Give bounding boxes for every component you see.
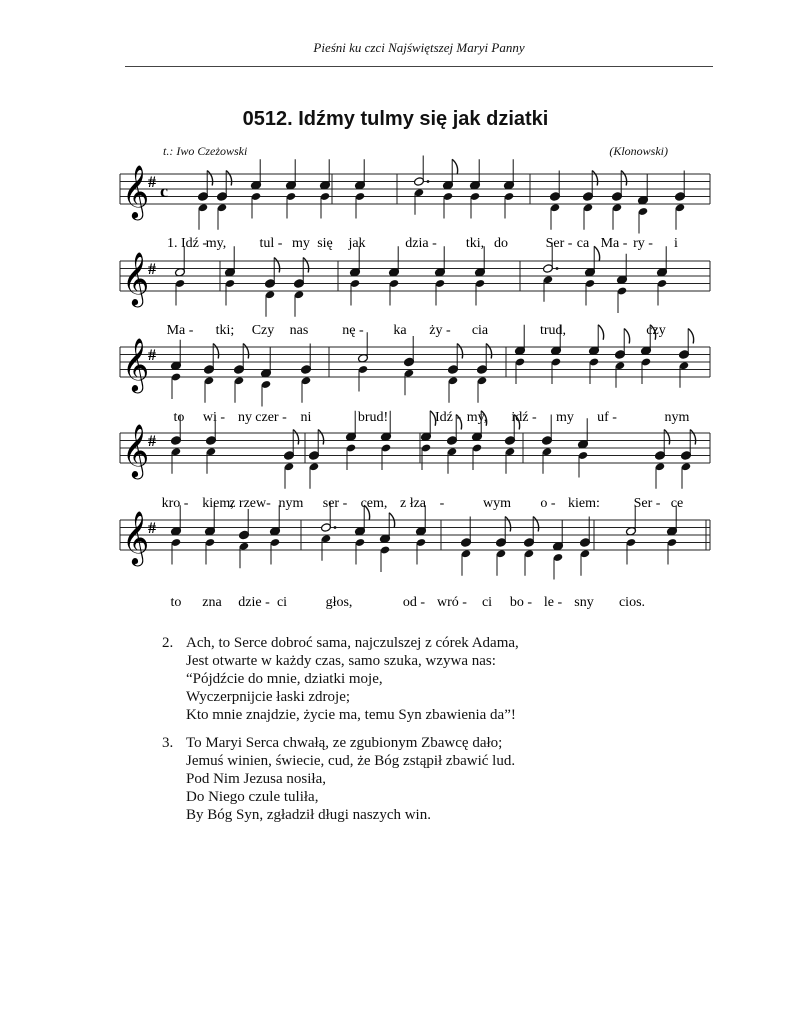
lyric-syllable: z łza	[399, 496, 427, 511]
lyric-syllable: sny	[574, 595, 594, 610]
eighth-flag-icon	[213, 344, 218, 359]
augmentation-dot-icon	[556, 267, 559, 270]
lyric-syllable: my	[292, 236, 310, 251]
lyric-syllable: my,	[466, 410, 488, 425]
lyric-syllable: ny	[238, 410, 252, 425]
time-signature-icon: c	[160, 181, 168, 201]
lyric-syllable: my,	[205, 236, 227, 251]
lyric-syllable: głos,	[325, 595, 353, 610]
verse-line: Kto mnie znajdzie, życie ma, temu Syn zbawienia da”!	[186, 707, 516, 723]
lyric-syllable: ca	[576, 236, 590, 251]
eighth-flag-icon	[293, 430, 298, 445]
lyric-syllable: ci	[276, 595, 288, 610]
verse-line: Jest otwarte w każdy czas, samo szuka, wzywa nas:	[186, 653, 496, 669]
key-sharp-icon: #	[148, 520, 156, 537]
lyric-syllable: trud,	[539, 323, 567, 338]
lyric-syllable: wi -	[202, 410, 226, 425]
treble-clef-icon: 𝄞	[122, 253, 150, 304]
lyric-syllable: 1. Idź -	[166, 236, 208, 251]
lyric-syllable: się	[317, 236, 333, 251]
eighth-flag-icon	[207, 171, 212, 186]
lyric-syllable: cia	[471, 323, 489, 338]
lyric-syllable: ce	[670, 496, 684, 511]
lyric-syllable: nym	[664, 410, 690, 425]
lyric-syllable: o -	[540, 496, 556, 511]
lyric-syllable: wró -	[437, 595, 467, 610]
lyric-syllable: zna	[202, 595, 222, 610]
lyric-syllable: cios.	[618, 595, 646, 610]
lyric-syllable: kiem,	[202, 496, 234, 511]
eighth-flag-icon	[318, 430, 323, 445]
text-author: t.: Iwo Czeżowski	[163, 144, 248, 158]
verse-line: “Pójdźcie do mnie, dziatki moje,	[186, 671, 383, 687]
eighth-flag-icon	[690, 430, 695, 445]
eighth-flag-icon	[664, 430, 669, 445]
treble-clef-icon: 𝄞	[122, 425, 150, 476]
key-sharp-icon: #	[148, 174, 156, 191]
lyric-syllable: ry -	[633, 236, 653, 251]
eighth-flag-icon	[452, 159, 457, 174]
lyric-syllable: uf -	[597, 410, 617, 425]
eighth-flag-icon	[457, 344, 462, 359]
eighth-flag-icon	[505, 517, 510, 532]
lyric-syllable: nym	[278, 496, 304, 511]
lyric-syllable: nę -	[342, 323, 364, 338]
verse-3	[162, 734, 515, 824]
music-source: (Klonowski)	[609, 144, 668, 158]
treble-clef-icon: 𝄞	[122, 166, 150, 217]
lyric-syllable: z rzew-	[229, 496, 271, 511]
lyric-syllable: tul -	[259, 236, 283, 251]
eighth-flag-icon	[226, 171, 231, 186]
augmentation-dot-icon	[427, 180, 430, 183]
lyric-syllable: ni	[300, 410, 312, 425]
lyric-syllable: bo -	[509, 595, 533, 610]
lyric-syllable: Ma -	[166, 323, 194, 338]
lyric-syllable: nas	[289, 323, 309, 338]
key-sharp-icon: #	[148, 347, 156, 364]
lyric-syllable: wym	[483, 496, 511, 511]
lyric-syllable: to	[173, 410, 185, 425]
lyric-syllable: ser -	[322, 496, 348, 511]
staff-system	[120, 502, 710, 611]
lyric-syllable: idź -	[511, 410, 537, 425]
lyric-syllable: to	[170, 595, 182, 610]
key-sharp-icon: #	[148, 261, 156, 278]
lyric-syllable: Ser -	[545, 236, 573, 251]
staff-system	[120, 243, 710, 339]
treble-clef-icon: 𝄞	[122, 512, 150, 563]
lyric-syllable: tki,	[465, 236, 485, 251]
lyric-syllable: Idź -	[434, 410, 462, 425]
lyric-syllable: ży -	[429, 323, 451, 338]
key-sharp-icon: #	[148, 433, 156, 450]
staff-system	[120, 325, 710, 425]
song-title: 0512. Idźmy tulmy się jak dziatki	[242, 108, 549, 130]
staff-system	[120, 156, 710, 252]
lyric-syllable: tki;	[215, 323, 235, 338]
eighth-flag-icon	[486, 344, 491, 359]
verse-number: 3.	[162, 735, 174, 751]
lyric-syllable: Ser -	[633, 496, 661, 511]
eighth-flag-icon	[598, 325, 603, 340]
lyric-syllable: ka	[393, 323, 407, 338]
lyric-syllable: -	[439, 496, 445, 511]
verse-line: By Bóg Syn, zgładził długi naszych win.	[186, 807, 431, 823]
verse-line: Pod Nim Jezusa nosiła,	[186, 771, 326, 787]
lyric-syllable: Czy	[251, 323, 275, 338]
eighth-flag-icon	[621, 171, 626, 186]
lyric-syllable: czer -	[255, 410, 287, 425]
lyric-syllable: dzia -	[405, 236, 437, 251]
lyric-syllable: czy	[646, 323, 666, 338]
lyric-syllable: kiem:	[568, 496, 600, 511]
eighth-flag-icon	[592, 171, 597, 186]
verse-line: Do Niego czule tuliła,	[186, 789, 319, 805]
lyric-syllable: my	[556, 410, 574, 425]
lyric-syllable: dzie -	[238, 595, 270, 610]
verse-number: 2.	[162, 635, 174, 651]
augmentation-dot-icon	[334, 526, 337, 529]
lyric-syllable: brud!	[357, 410, 389, 425]
eighth-flag-icon	[594, 246, 599, 261]
eighth-flag-icon	[243, 344, 248, 359]
lyric-syllable: kro -	[161, 496, 189, 511]
verse-2	[162, 634, 519, 724]
lyric-syllable: ci	[481, 595, 493, 610]
eighth-flag-icon	[533, 517, 538, 532]
lyric-syllable: i	[674, 236, 678, 251]
verse-line: Wyczerpnijcie łaski zdroje;	[186, 689, 351, 705]
lyric-syllable: le -	[543, 595, 563, 610]
staff-system	[120, 411, 710, 511]
eighth-flag-icon	[274, 258, 279, 273]
lyric-syllable: do	[494, 236, 508, 251]
lyric-syllable: jak	[348, 236, 366, 251]
verse-line: Jemuś winien, świecie, cud, że Bóg zstąpił zbawić lud.	[186, 753, 516, 769]
lyric-syllable: od -	[402, 595, 426, 610]
lyric-syllable: Ma -	[600, 236, 628, 251]
verse-line: Ach, to Serce dobroć sama, najczulszej z córek Adama,	[186, 635, 519, 651]
eighth-flag-icon	[688, 329, 693, 344]
eighth-flag-icon	[303, 258, 308, 273]
eighth-flag-icon	[624, 329, 629, 344]
verse-line: To Maryi Serca chwałą, ze zgubionym Zbawcę dało;	[186, 735, 503, 751]
lyric-syllable: cem,	[360, 496, 388, 511]
running-header: Pieśni ku czci Najświętszej Maryi Panny	[313, 40, 525, 55]
treble-clef-icon: 𝄞	[122, 339, 150, 390]
